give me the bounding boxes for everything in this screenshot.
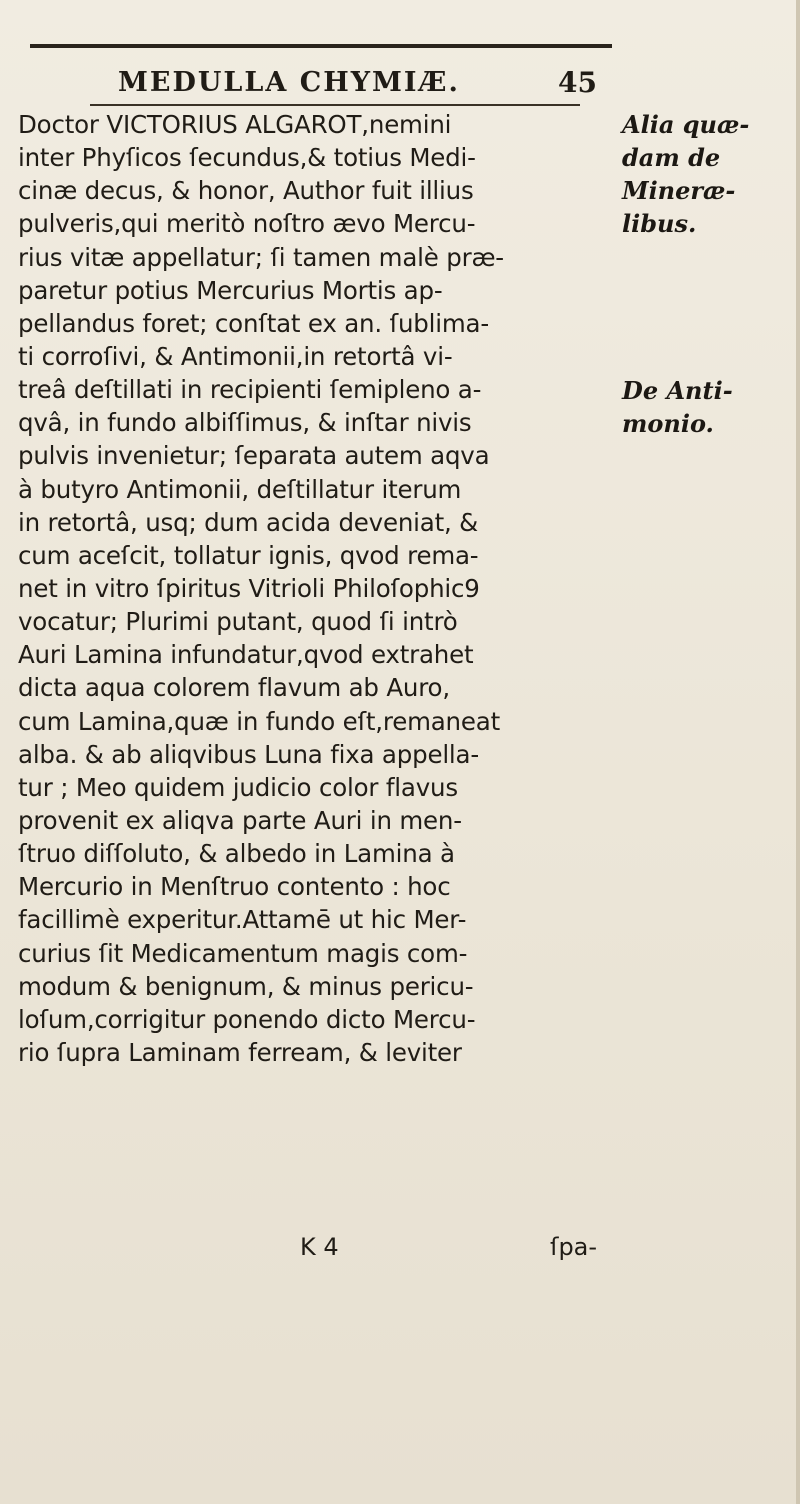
text-line: dicta aqua colorem flavum ab Auro,: [18, 673, 450, 703]
margin-note-line: monio.: [622, 409, 714, 438]
text-line: ti corroſivi, & Antimonii,in retortâ vi-: [18, 341, 453, 371]
margin-note-line: De Anti-: [622, 376, 733, 405]
margin-note-antimony: [622, 374, 792, 440]
margin-note-minerals: [622, 108, 792, 240]
text-line: Auri Lamina infundatur,qvod extrahet: [18, 640, 474, 670]
text-line: rio ſupra Laminam ferream, & leviter: [18, 1037, 462, 1067]
text-line: paretur potius Mercurius Mortis ap-: [18, 275, 443, 305]
page-edge: [796, 0, 800, 1504]
header-top-rule: [30, 44, 612, 48]
text-line: pulvis invenietur; ſeparata autem aqva: [18, 441, 490, 471]
text-line: loſum,corrigitur ponendo dicto Mercu-: [18, 1004, 476, 1034]
text-line: vocatur; Plurimi putant, quod ſi intrò: [18, 607, 458, 637]
page-footer: [300, 1230, 630, 1264]
text-line: curius ſit Medicamentum magis com-: [18, 938, 468, 968]
text-line: pellandus foret; conſtat ex an. ſublima-: [18, 308, 489, 338]
text-line: qvâ, in fundo albiſſimus, & inſtar nivis: [18, 408, 472, 438]
text-line: net in vitro ſpiritus Vitrioli Philoſophic9: [18, 573, 480, 603]
running-title: MEDULLA CHYMIÆ.: [118, 67, 460, 98]
page-number: 45: [558, 66, 597, 99]
text-line: rius vitæ appellatur; ſi tamen malè præ-: [18, 242, 504, 272]
catchword: ſpa-: [550, 1233, 598, 1261]
text-line: à butyro Antimonii, deſtillatur iterum: [18, 474, 462, 504]
text-line: provenit ex aliqva parte Auri in men-: [18, 805, 462, 835]
body-text: [18, 108, 618, 1069]
text-line: facillimè experitur.Attamē ut hic Mer-: [18, 905, 467, 935]
text-line: inter Phyſicos ſecundus,& totius Medi-: [18, 143, 476, 173]
text-line: in retortâ, usq; dum acida deveniat, &: [18, 507, 479, 537]
margin-note-line: libus.: [622, 209, 697, 238]
text-line: cinæ decus, & honor, Author fuit illius: [18, 176, 474, 206]
text-line: modum & benignum, & minus pericu-: [18, 971, 474, 1001]
text-line: ſtruo diſſoluto, & albedo in Lamina à: [18, 839, 455, 869]
text-line: cum aceſcit, tollatur ignis, qvod rema-: [18, 540, 479, 570]
margin-note-line: dam de: [622, 143, 721, 172]
text-line: Mercurio in Menſtruo contento : hoc: [18, 872, 451, 902]
margin-note-line: Alia quæ-: [622, 110, 750, 139]
text-line: tur ; Meo quidem judicio color flavus: [18, 772, 458, 802]
text-line: Doctor VICTORIUS ALGAROT,nemini: [18, 110, 452, 139]
header-underline: [90, 104, 580, 106]
text-line: pulveris,qui meritò noſtro ævo Mercu-: [18, 209, 476, 239]
text-line: cum Lamina,quæ in fundo eſt,remaneat: [18, 706, 500, 736]
page-header: [118, 66, 618, 104]
margin-note-line: Mineræ-: [622, 176, 736, 205]
text-line: treâ deſtillati in recipienti ſemipleno a-: [18, 375, 482, 405]
signature-mark: K 4: [300, 1233, 339, 1261]
text-line: alba. & ab aliqvibus Luna fixa appella-: [18, 739, 479, 769]
